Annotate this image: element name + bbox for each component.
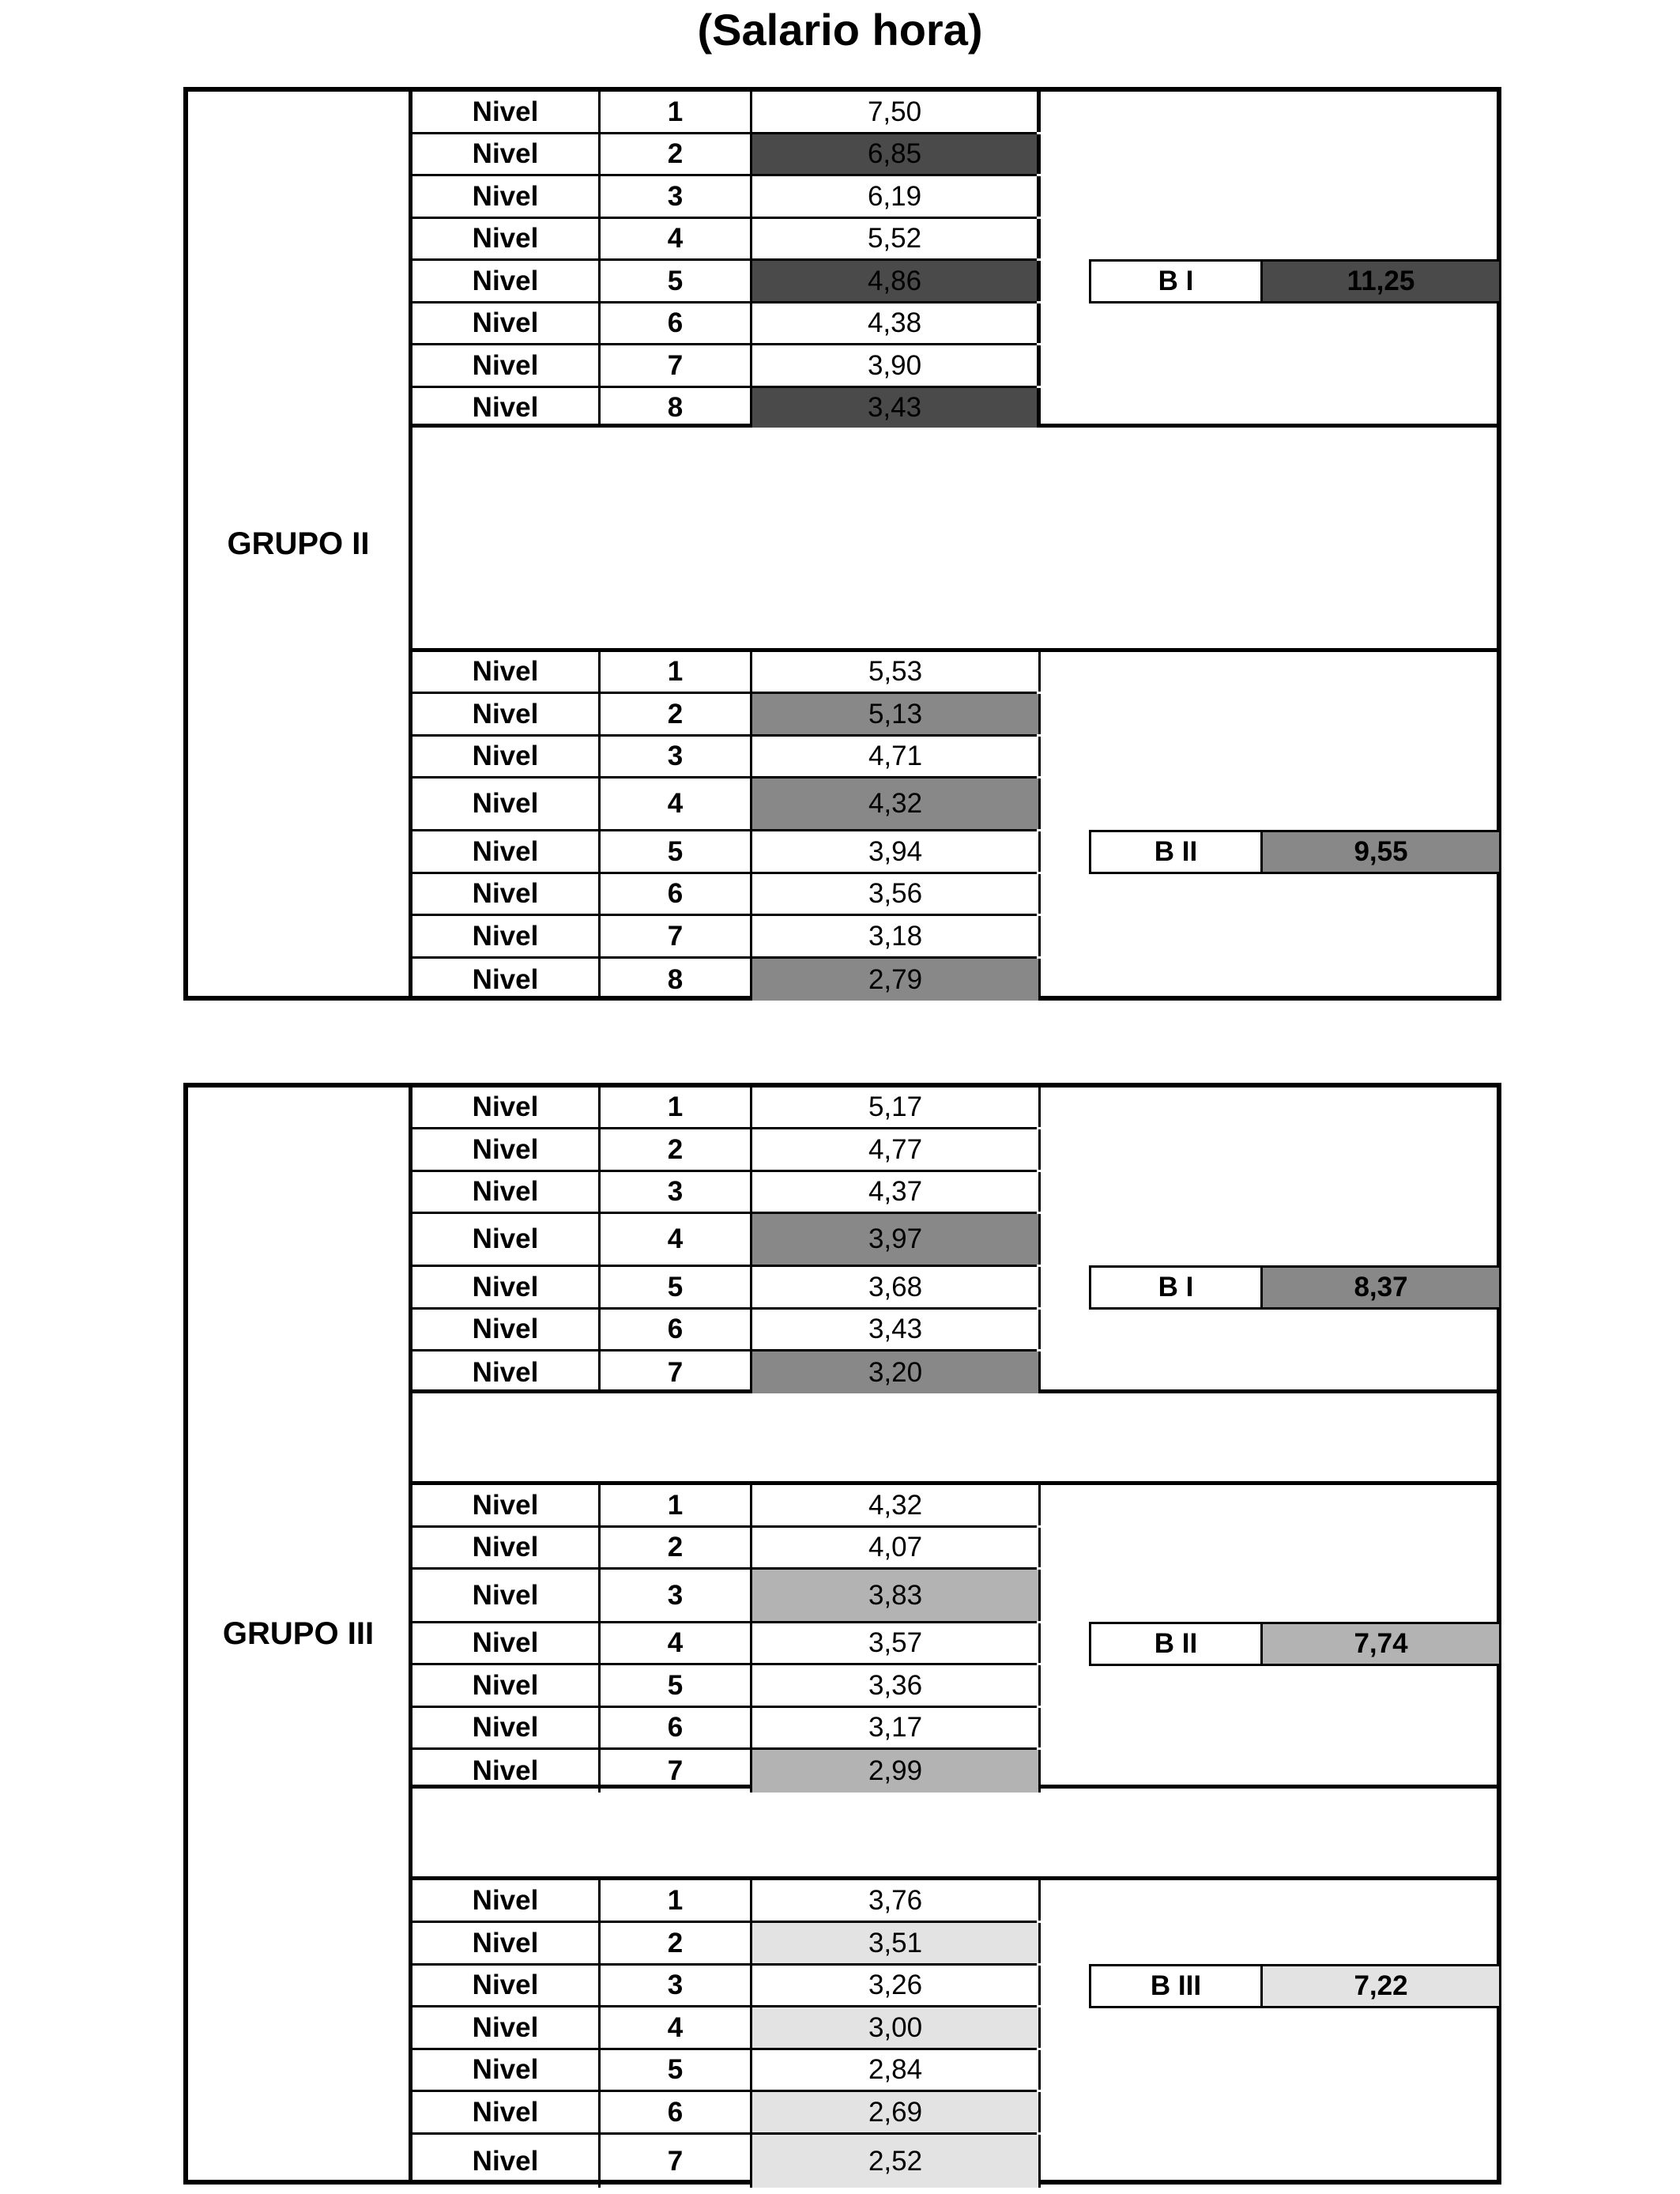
level-number: 8 bbox=[601, 959, 752, 1001]
table-row bbox=[412, 1966, 1037, 2007]
table-row bbox=[412, 134, 1037, 176]
level-number: 5 bbox=[601, 831, 752, 872]
level-rows bbox=[412, 92, 1037, 424]
hourly-wage-value: 3,76 bbox=[752, 1880, 1041, 1921]
level-number: 2 bbox=[601, 1923, 752, 1963]
level-name: Nivel bbox=[412, 778, 601, 829]
level-number: 3 bbox=[601, 1966, 752, 2005]
level-number: 3 bbox=[601, 176, 752, 217]
table-row bbox=[412, 1665, 1037, 1708]
table-row bbox=[412, 1129, 1037, 1172]
salary-block bbox=[412, 648, 1497, 997]
level-number: 2 bbox=[601, 694, 752, 734]
hourly-wage-value: 4,32 bbox=[752, 778, 1041, 829]
hourly-wage-value: 4,38 bbox=[752, 303, 1041, 343]
table-row bbox=[412, 219, 1037, 261]
level-number: 2 bbox=[601, 134, 752, 174]
hourly-wage-value: 6,85 bbox=[752, 134, 1041, 174]
level-rows bbox=[412, 1880, 1037, 2184]
hourly-wage-value: 6,19 bbox=[752, 176, 1041, 217]
category-name: B III bbox=[1091, 1966, 1263, 2006]
category-box bbox=[1089, 1622, 1501, 1666]
hourly-wage-value: 3,94 bbox=[752, 831, 1041, 872]
level-name: Nivel bbox=[412, 2135, 601, 2188]
category-value: 8,37 bbox=[1263, 1268, 1499, 1307]
level-number: 1 bbox=[601, 1088, 752, 1127]
category-name: B II bbox=[1091, 832, 1263, 872]
level-name: Nivel bbox=[412, 219, 601, 258]
group-table bbox=[183, 87, 1501, 1001]
hourly-wage-value: 2,84 bbox=[752, 2050, 1041, 2090]
hourly-wage-value: 3,17 bbox=[752, 1708, 1041, 1747]
level-number: 5 bbox=[601, 261, 752, 301]
hourly-wage-value: 2,69 bbox=[752, 2092, 1041, 2132]
level-number: 6 bbox=[601, 1708, 752, 1747]
table-row bbox=[412, 778, 1037, 831]
level-name: Nivel bbox=[412, 959, 601, 1001]
level-number: 5 bbox=[601, 2050, 752, 2090]
category-value: 9,55 bbox=[1263, 832, 1499, 872]
level-name: Nivel bbox=[412, 916, 601, 956]
hourly-wage-value: 3,56 bbox=[752, 874, 1041, 914]
category-box bbox=[1089, 830, 1501, 874]
level-name: Nivel bbox=[412, 345, 601, 386]
level-name: Nivel bbox=[412, 92, 601, 132]
level-name: Nivel bbox=[412, 1966, 601, 2005]
level-name: Nivel bbox=[412, 874, 601, 914]
hourly-wage-value: 4,32 bbox=[752, 1485, 1041, 1525]
level-name: Nivel bbox=[412, 134, 601, 174]
category-value: 11,25 bbox=[1263, 262, 1499, 301]
level-number: 4 bbox=[601, 1214, 752, 1265]
level-name: Nivel bbox=[412, 1665, 601, 1706]
hourly-wage-value: 5,13 bbox=[752, 694, 1041, 734]
category-box bbox=[1089, 259, 1501, 303]
level-number: 1 bbox=[601, 92, 752, 132]
hourly-wage-value: 3,26 bbox=[752, 1966, 1041, 2005]
level-number: 8 bbox=[601, 388, 752, 428]
level-number: 6 bbox=[601, 303, 752, 343]
category-box bbox=[1089, 1964, 1501, 2008]
table-row bbox=[412, 388, 1037, 428]
level-name: Nivel bbox=[412, 1880, 601, 1921]
table-row bbox=[412, 652, 1037, 694]
hourly-wage-value: 2,99 bbox=[752, 1750, 1041, 1793]
page-title: (Salario hora) bbox=[697, 5, 983, 55]
table-row bbox=[412, 737, 1037, 778]
level-name: Nivel bbox=[412, 176, 601, 217]
hourly-wage-value: 3,20 bbox=[752, 1351, 1041, 1393]
level-rows bbox=[412, 1485, 1037, 1785]
hourly-wage-value: 2,52 bbox=[752, 2135, 1041, 2188]
level-name: Nivel bbox=[412, 2050, 601, 2090]
level-number: 7 bbox=[601, 1750, 752, 1793]
level-number: 7 bbox=[601, 345, 752, 386]
level-number: 6 bbox=[601, 2092, 752, 2132]
table-row bbox=[412, 2092, 1037, 2135]
level-name: Nivel bbox=[412, 2092, 601, 2132]
hourly-wage-value: 4,77 bbox=[752, 1129, 1041, 1170]
table-row bbox=[412, 1485, 1037, 1528]
group-label: GRUPO II bbox=[188, 92, 412, 996]
level-name: Nivel bbox=[412, 1528, 601, 1567]
level-name: Nivel bbox=[412, 1214, 601, 1265]
level-name: Nivel bbox=[412, 1172, 601, 1212]
level-number: 7 bbox=[601, 1351, 752, 1393]
hourly-wage-value: 2,79 bbox=[752, 959, 1041, 1001]
table-row bbox=[412, 1351, 1037, 1393]
level-number: 6 bbox=[601, 1310, 752, 1349]
hourly-wage-value: 4,86 bbox=[752, 261, 1041, 301]
table-row bbox=[412, 92, 1037, 134]
salary-block bbox=[412, 1876, 1497, 2184]
level-number: 2 bbox=[601, 1528, 752, 1567]
level-name: Nivel bbox=[412, 1351, 601, 1393]
level-number: 4 bbox=[601, 1623, 752, 1663]
category-box bbox=[1089, 1265, 1501, 1310]
hourly-wage-value: 7,50 bbox=[752, 92, 1041, 132]
hourly-wage-value: 3,18 bbox=[752, 916, 1041, 956]
level-number: 4 bbox=[601, 778, 752, 829]
hourly-wage-value: 3,36 bbox=[752, 1665, 1041, 1706]
level-number: 2 bbox=[601, 1129, 752, 1170]
level-number: 1 bbox=[601, 652, 752, 692]
salary-block bbox=[412, 1088, 1497, 1393]
hourly-wage-value: 5,53 bbox=[752, 652, 1041, 692]
hourly-wage-value: 3,90 bbox=[752, 345, 1041, 386]
level-rows bbox=[412, 1088, 1037, 1389]
table-row bbox=[412, 959, 1037, 1001]
level-name: Nivel bbox=[412, 831, 601, 872]
level-number: 7 bbox=[601, 2135, 752, 2188]
table-row bbox=[412, 1623, 1037, 1665]
table-row bbox=[412, 303, 1037, 345]
salary-block bbox=[412, 1481, 1497, 1789]
table-row bbox=[412, 874, 1037, 916]
group-body bbox=[412, 1088, 1497, 2180]
table-row bbox=[412, 2135, 1037, 2188]
category-name: B I bbox=[1091, 262, 1263, 301]
level-name: Nivel bbox=[412, 2007, 601, 2048]
table-row bbox=[412, 261, 1037, 303]
table-row bbox=[412, 1310, 1037, 1351]
group-label: GRUPO III bbox=[188, 1088, 412, 2180]
level-number: 3 bbox=[601, 1570, 752, 1621]
hourly-wage-value: 4,07 bbox=[752, 1528, 1041, 1567]
table-row bbox=[412, 1708, 1037, 1750]
level-name: Nivel bbox=[412, 1267, 601, 1307]
level-name: Nivel bbox=[412, 388, 601, 428]
hourly-wage-value: 3,51 bbox=[752, 1923, 1041, 1963]
level-name: Nivel bbox=[412, 652, 601, 692]
hourly-wage-value: 3,68 bbox=[752, 1267, 1041, 1307]
level-name: Nivel bbox=[412, 1923, 601, 1963]
level-number: 6 bbox=[601, 874, 752, 914]
level-name: Nivel bbox=[412, 1088, 601, 1127]
table-row bbox=[412, 1923, 1037, 1966]
table-row bbox=[412, 694, 1037, 737]
table-row bbox=[412, 916, 1037, 959]
hourly-wage-value: 3,43 bbox=[752, 1310, 1041, 1349]
table-row bbox=[412, 1088, 1037, 1129]
table-row bbox=[412, 176, 1037, 219]
group-table bbox=[183, 1083, 1501, 2185]
hourly-wage-value: 3,83 bbox=[752, 1570, 1041, 1621]
category-name: B I bbox=[1091, 1268, 1263, 1307]
hourly-wage-value: 3,43 bbox=[752, 388, 1041, 428]
table-row bbox=[412, 1880, 1037, 1923]
level-name: Nivel bbox=[412, 694, 601, 734]
level-rows bbox=[412, 652, 1037, 997]
table-row bbox=[412, 1750, 1037, 1793]
category-name: B II bbox=[1091, 1624, 1263, 1664]
level-number: 3 bbox=[601, 737, 752, 776]
table-row bbox=[412, 831, 1037, 874]
group-body bbox=[412, 92, 1497, 996]
level-name: Nivel bbox=[412, 1485, 601, 1525]
hourly-wage-value: 3,97 bbox=[752, 1214, 1041, 1265]
level-name: Nivel bbox=[412, 1623, 601, 1663]
table-row bbox=[412, 1570, 1037, 1623]
table-row bbox=[412, 2050, 1037, 2092]
table-row bbox=[412, 345, 1037, 388]
hourly-wage-value: 5,52 bbox=[752, 219, 1041, 258]
level-name: Nivel bbox=[412, 1750, 601, 1793]
level-number: 1 bbox=[601, 1485, 752, 1525]
level-name: Nivel bbox=[412, 1708, 601, 1747]
table-row bbox=[412, 1267, 1037, 1310]
level-number: 5 bbox=[601, 1267, 752, 1307]
hourly-wage-value: 4,37 bbox=[752, 1172, 1041, 1212]
hourly-wage-value: 5,17 bbox=[752, 1088, 1041, 1127]
level-name: Nivel bbox=[412, 1570, 601, 1621]
hourly-wage-value: 3,57 bbox=[752, 1623, 1041, 1663]
level-number: 4 bbox=[601, 219, 752, 258]
salary-block bbox=[412, 92, 1497, 428]
table-row bbox=[412, 1172, 1037, 1214]
level-name: Nivel bbox=[412, 737, 601, 776]
level-name: Nivel bbox=[412, 1129, 601, 1170]
table-row bbox=[412, 1214, 1037, 1267]
level-number: 1 bbox=[601, 1880, 752, 1921]
category-value: 7,74 bbox=[1263, 1624, 1499, 1664]
hourly-wage-value: 4,71 bbox=[752, 737, 1041, 776]
level-number: 3 bbox=[601, 1172, 752, 1212]
level-name: Nivel bbox=[412, 1310, 601, 1349]
level-number: 4 bbox=[601, 2007, 752, 2048]
level-name: Nivel bbox=[412, 261, 601, 301]
level-number: 5 bbox=[601, 1665, 752, 1706]
category-value: 7,22 bbox=[1263, 1966, 1499, 2006]
level-name: Nivel bbox=[412, 303, 601, 343]
table-row bbox=[412, 1528, 1037, 1570]
table-row bbox=[412, 2007, 1037, 2050]
level-number: 7 bbox=[601, 916, 752, 956]
hourly-wage-value: 3,00 bbox=[752, 2007, 1041, 2048]
